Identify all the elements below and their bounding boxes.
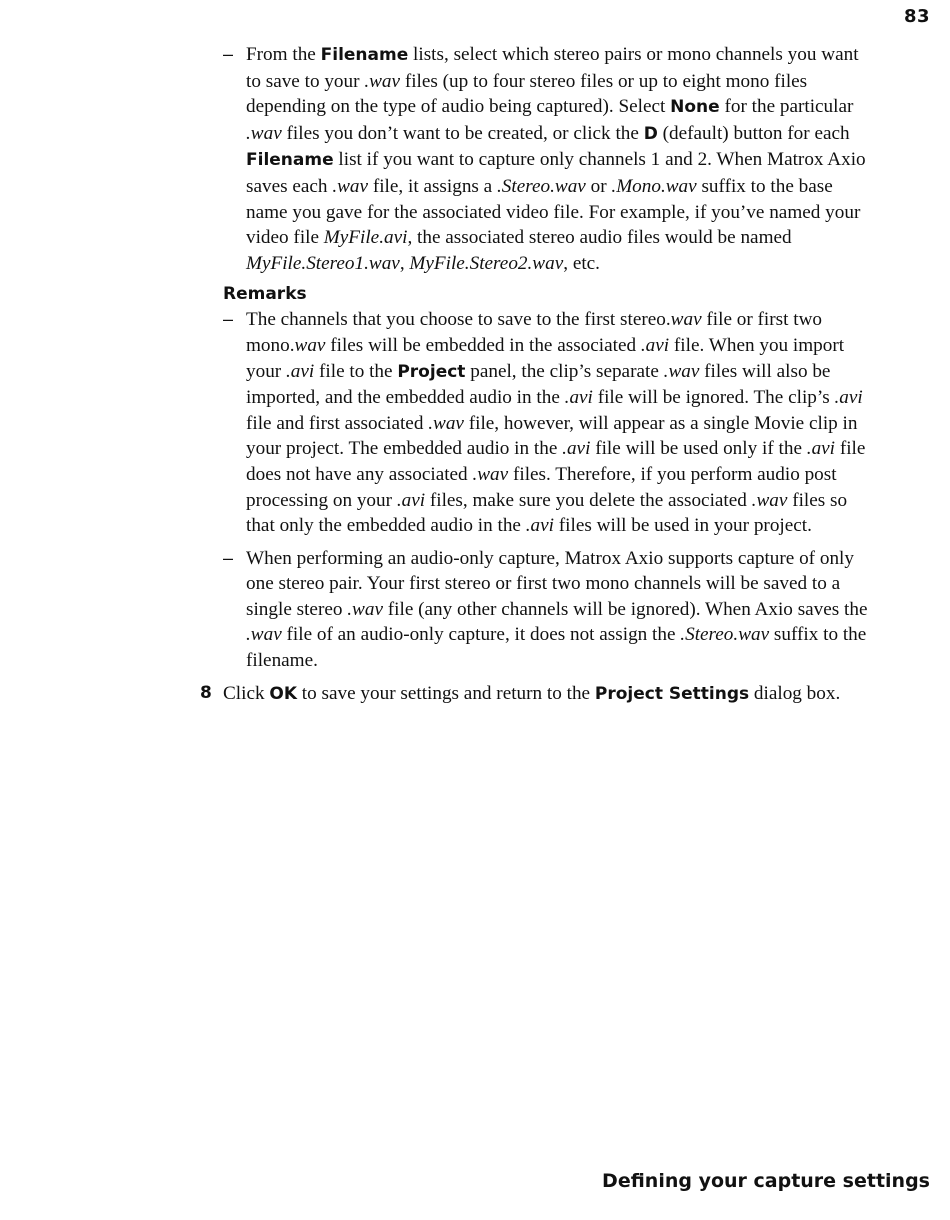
filename-list-bullet: – From the Filename lists, select which stereo pairs or mono channels you want to save to your .wav files (up to four stereo files or up to eight mono files depending on the type of audio being captured). Select None for the particular .wav files you don’t want to be created, or click the D (default) button for each Filename list if you want to capture only channels 1 and 2. When Matrox Axio saves each .wav file, it assigns a .Stereo.wav or .Mono.wav suffix to the base name you gave for the associated video file. For example, if you’ve named your video file MyFile.avi, the associated stereo audio files would be named MyFile.Stereo1.wav, MyFile.Stereo2.wav, etc. — [223, 44, 866, 274]
filename-term: Filename — [246, 150, 334, 171]
project-settings-term: Project Settings — [594, 683, 750, 704]
none-term: None — [670, 97, 720, 118]
step-number: 8 — [200, 682, 212, 703]
bullet-dash: – — [223, 44, 234, 64]
ok-button-term: OK — [269, 683, 297, 704]
footer-section-title: Defining your capture settings — [602, 1170, 930, 1192]
remarks-bullet-audio-only: – When performing an audio-only capture, Matrox Axio supports capture of only one stereo pair. Your first stereo or first two mono channels will be saved to a single stereo .wav file (any other channels will be ignored). When Axio saves the .wav file of an audio-only capture, it does not assign the .Stereo.wav suffix to the filename. — [223, 547, 868, 672]
bullet-dash: – — [223, 547, 234, 568]
remarks-bullet-embedded-audio: – The channels that you choose to save to the first stereo.wav file or first two mono.wav files will be embedded in the associated .avi file. When you import your .avi file to the Project panel, the clip’s separate .wav files will also be imported, and the embedded audio in the .avi file will be ignored. The clip’s .avi file and first associated .wav file, however, will appear as a single Movie clip in your project. The embedded audio in the .avi file will be used only if the .avi file does not have any associated .wav files. Therefore, if you perform audio post processing on your .avi files, make sure you delete the associated .wav files so that only the embedded audio in the .avi files will be used in your project. — [223, 309, 866, 537]
page-number: 83 — [903, 6, 930, 27]
filename-term: Filename — [320, 45, 409, 65]
project-panel-term: Project — [397, 361, 466, 382]
default-button-term: D — [643, 123, 658, 144]
remarks-heading: Remarks — [223, 284, 307, 305]
step-8: 8 Click OK to save your settings and return to the Project Settings dialog box. — [223, 681, 863, 708]
bullet-dash: – — [223, 309, 234, 330]
page-content — [0, 42, 950, 707]
